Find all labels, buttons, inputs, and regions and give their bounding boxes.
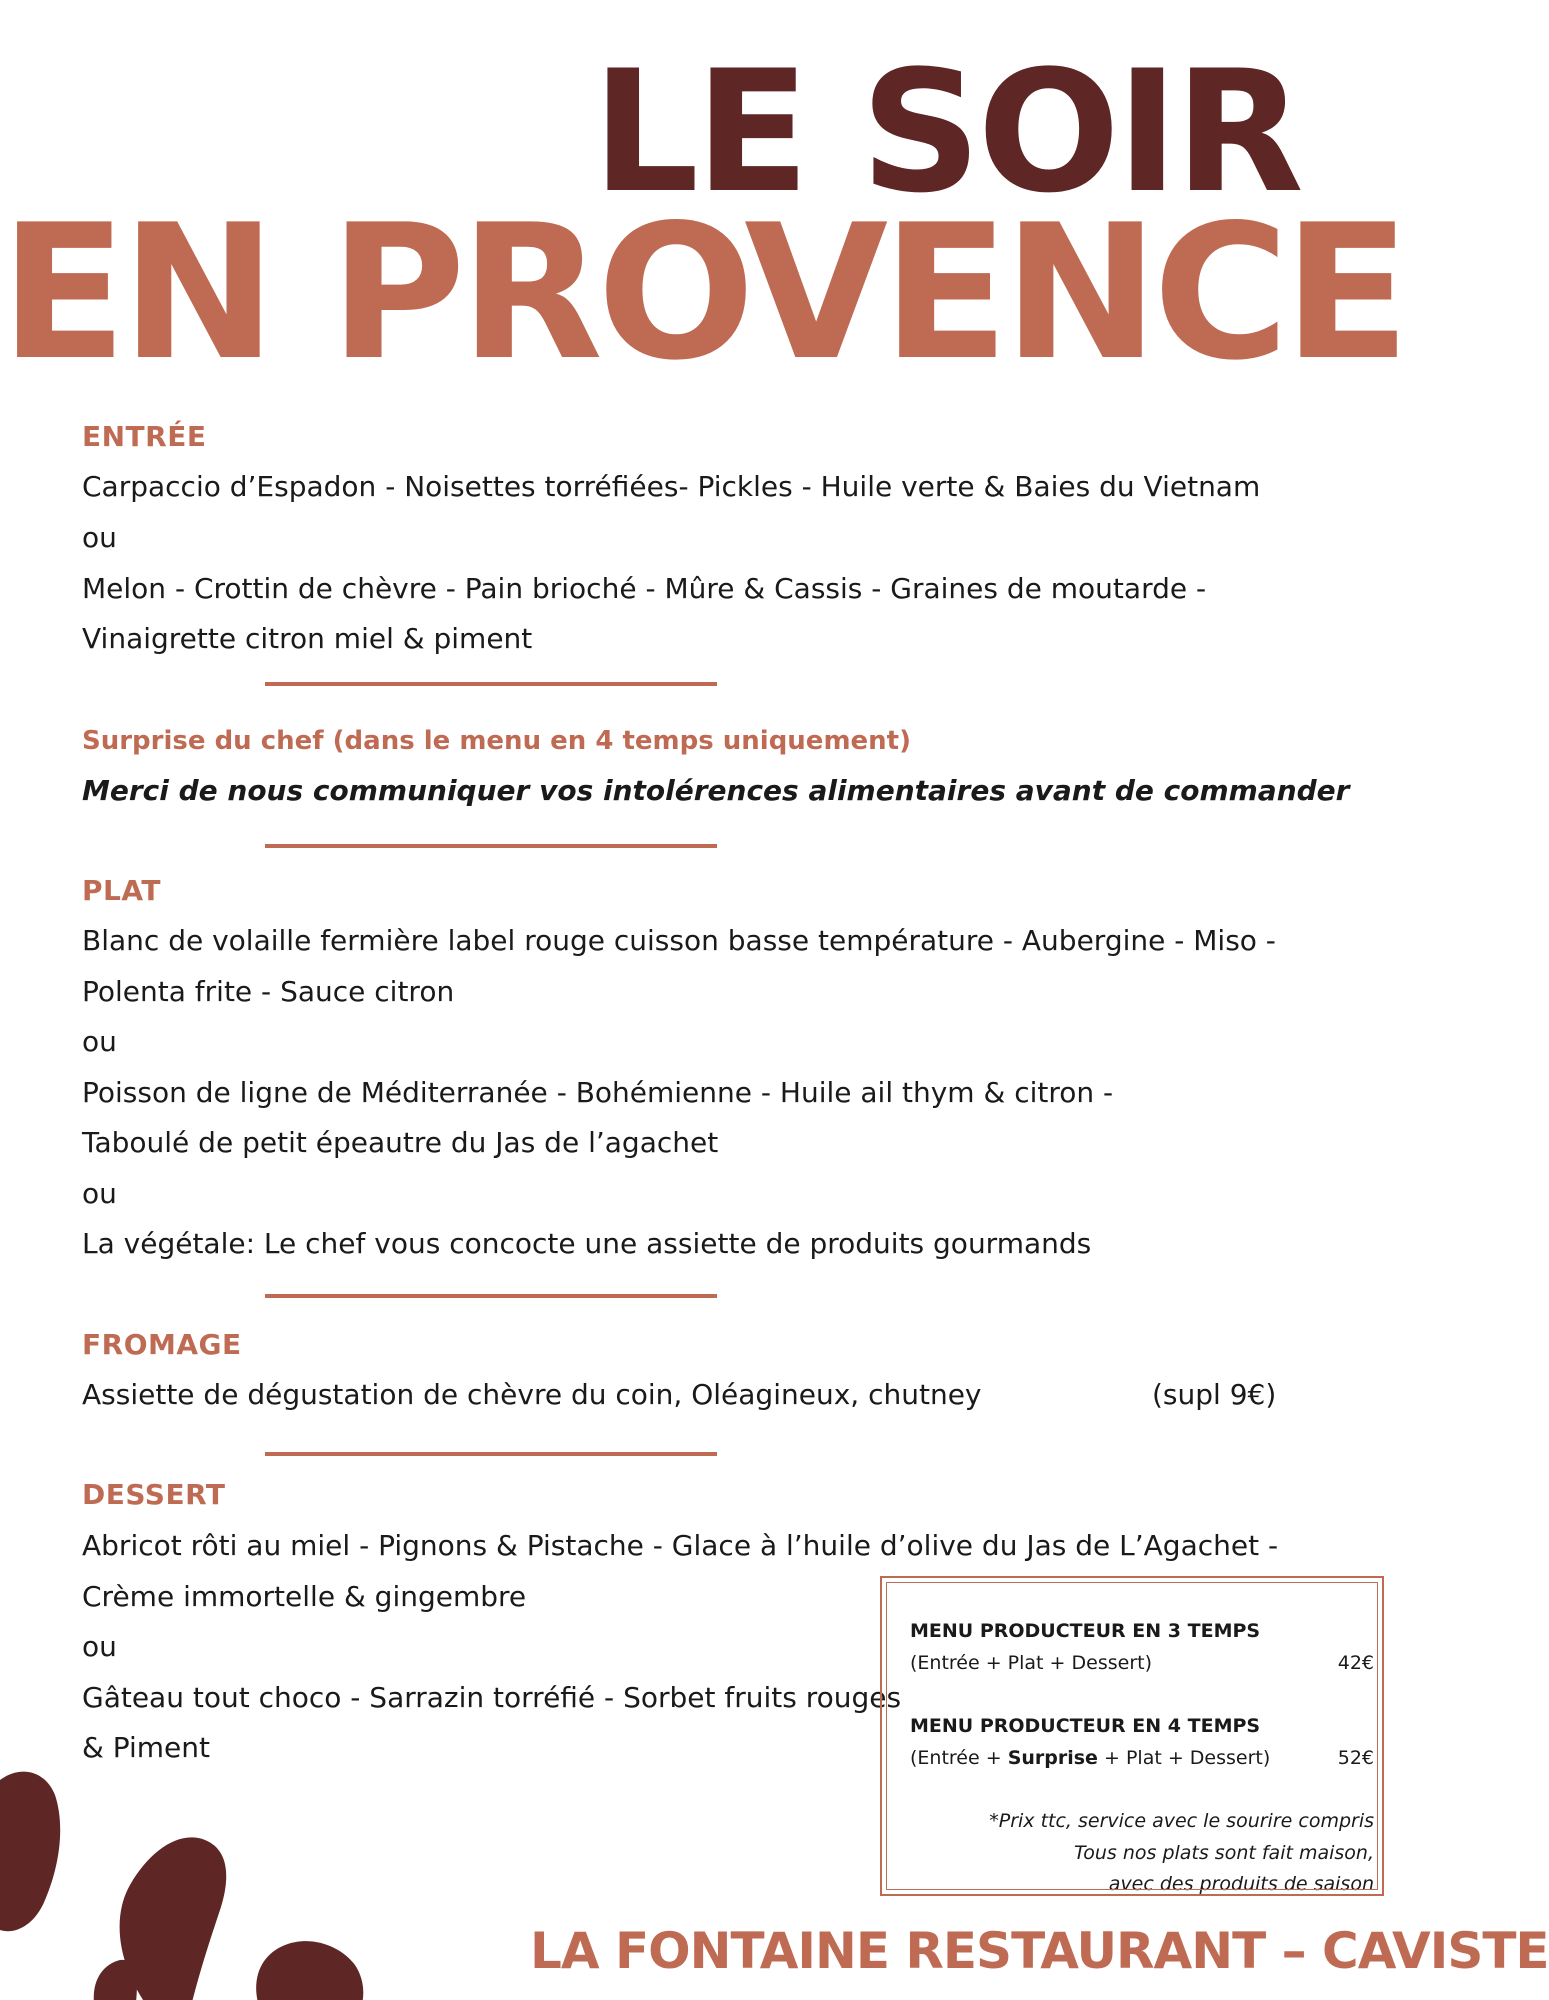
entree-line-3: Vinaigrette citron miel & piment	[82, 622, 533, 655]
price-box	[880, 1576, 1384, 1896]
plat-line-2: Polenta frite - Sauce citron	[82, 975, 455, 1008]
dessert-or: ou	[82, 1630, 117, 1663]
flower-illustration	[0, 1770, 380, 2000]
plat-line-1: Blanc de volaille fermière label rouge cuisson basse température - Aubergine - Miso -	[82, 924, 1276, 957]
divider	[265, 682, 717, 686]
title-line-1: LE SOIR	[592, 34, 1300, 230]
title-line-2: EN PROVENCE	[0, 184, 1405, 401]
plat-or-2: ou	[82, 1177, 117, 1210]
plat-line-4: Taboulé de petit épeautre du Jas de l’agachet	[82, 1126, 719, 1159]
allergy-note: Merci de nous communiquer vos intolérences alimentaires avant de commander	[82, 774, 1350, 807]
entree-or: ou	[82, 521, 117, 554]
dessert-line-2: Crème immortelle & gingembre	[82, 1580, 527, 1613]
dessert-line-3: Gâteau tout choco - Sarrazin torréfié - Sorbet fruits rouges	[82, 1681, 902, 1714]
footnote-3: avec des produits de saison	[1108, 1873, 1374, 1895]
plat-line-3: Poisson de ligne de Méditerranée - Bohémienne - Huile ail thym & citron -	[82, 1076, 1114, 1109]
dessert-heading: DESSERT	[82, 1478, 226, 1511]
menu-3-detail: (Entrée + Plat + Dessert)	[910, 1652, 1152, 1674]
surprise-heading: Surprise du chef (dans le menu en 4 temps uniquement)	[82, 726, 911, 756]
menu-3-title: MENU PRODUCTEUR EN 3 TEMPS	[910, 1620, 1261, 1642]
dessert-line-4: & Piment	[82, 1731, 211, 1764]
restaurant-name: LA FONTAINE RESTAURANT – CAVISTE	[530, 1922, 1549, 1980]
dessert-line-1: Abricot rôti au miel - Pignons & Pistache - Glace à l’huile d’olive du Jas de L’Agachet -	[82, 1529, 1279, 1562]
fromage-supplement: (supl 9€)	[1152, 1378, 1277, 1411]
divider	[265, 844, 717, 848]
divider	[265, 1294, 717, 1298]
menu-4-title: MENU PRODUCTEUR EN 4 TEMPS	[910, 1715, 1261, 1737]
menu-4-price: 52€	[1337, 1747, 1374, 1769]
plat-or-1: ou	[82, 1025, 117, 1058]
divider	[265, 1452, 717, 1456]
menu-4-detail: (Entrée + Surprise + Plat + Dessert)	[910, 1747, 1271, 1769]
entree-line-1: Carpaccio d’Espadon - Noisettes torréfiées- Pickles - Huile verte & Baies du Vietnam	[82, 470, 1261, 503]
fromage-heading: FROMAGE	[82, 1328, 242, 1361]
plat-line-5: La végétale: Le chef vous concocte une assiette de produits gourmands	[82, 1227, 1092, 1260]
plat-heading: PLAT	[82, 874, 161, 907]
footnote-2: Tous nos plats sont fait maison,	[1073, 1842, 1374, 1864]
footnote-1: *Prix ttc, service avec le sourire compris	[989, 1810, 1374, 1832]
menu-3-price: 42€	[1337, 1652, 1374, 1674]
fromage-line: Assiette de dégustation de chèvre du coin, Oléagineux, chutney	[82, 1378, 982, 1411]
entree-heading: ENTRÉE	[82, 420, 207, 453]
entree-line-2: Melon - Crottin de chèvre - Pain brioché - Mûre & Cassis - Graines de moutarde -	[82, 572, 1207, 605]
